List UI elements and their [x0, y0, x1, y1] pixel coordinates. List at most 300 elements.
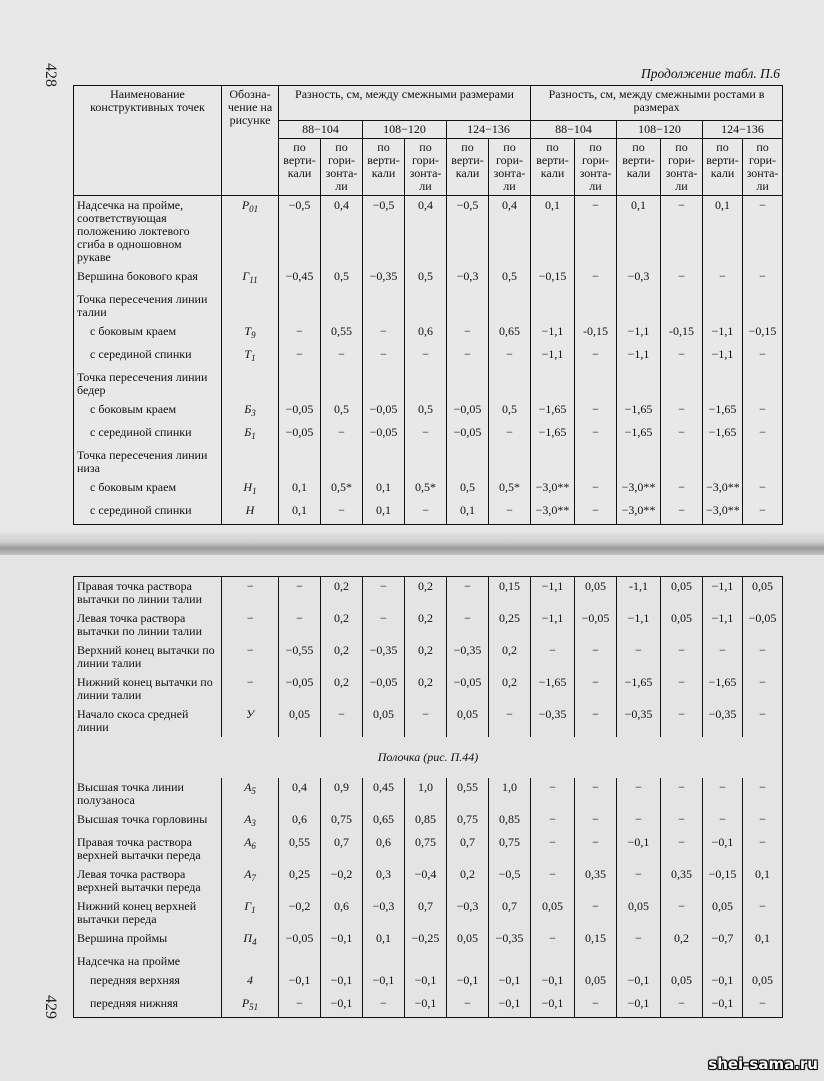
value-cell: − — [661, 641, 703, 673]
point-symbol — [222, 577, 279, 610]
value-cell: −0,15 — [703, 865, 743, 897]
value-cell: −1,1 — [617, 609, 661, 641]
value-cell: 0,05 — [575, 577, 617, 610]
symbol-subscript: 9 — [251, 330, 256, 340]
symbol-letter: P — [241, 198, 250, 212]
point-name: Вершина бокового края — [74, 267, 222, 290]
value-cell: −0,1 — [363, 971, 405, 994]
value-cell: 0,05 — [279, 705, 321, 737]
value-cell: −0,1 — [703, 833, 743, 865]
value-cell: 0,75 — [489, 833, 531, 865]
value-cell: -0,15 — [661, 322, 703, 345]
value-cell: − — [661, 897, 703, 929]
value-cell: − — [743, 400, 783, 423]
value-cell: −1,1 — [703, 322, 743, 345]
table-row — [74, 290, 783, 322]
value-cell: −0,5 — [489, 865, 531, 897]
value-cell: − — [447, 322, 489, 345]
value-cell: − — [617, 641, 661, 673]
value-cell — [531, 952, 575, 971]
value-cell: − — [743, 501, 783, 525]
value-cell — [279, 952, 321, 971]
value-cell: −0,05 — [279, 400, 321, 423]
value-cell: −0,05 — [279, 929, 321, 952]
value-cell: −0,1 — [405, 971, 447, 994]
value-cell: 0,2 — [321, 577, 363, 610]
value-cell: − — [489, 345, 531, 368]
value-cell: −1,1 — [703, 345, 743, 368]
value-cell: 0,45 — [363, 778, 405, 810]
value-cell: −1,65 — [531, 400, 575, 423]
header-symbol: Обозна-чение на рисунке — [222, 86, 279, 196]
header-name: Наименование конструктивных точек — [74, 86, 222, 196]
value-cell: 0,2 — [405, 609, 447, 641]
value-cell — [743, 368, 783, 400]
symbol-subscript: 51 — [249, 1002, 259, 1012]
value-cell: −0,05 — [743, 609, 783, 641]
value-cell: 0,05 — [661, 971, 703, 994]
value-cell: − — [743, 423, 783, 446]
symbol-letter: 4 — [247, 973, 253, 987]
header-range: 124−136 — [447, 121, 531, 139]
table-row — [74, 196, 783, 268]
symbol-letter: T — [244, 324, 252, 338]
value-cell: −0,35 — [489, 929, 531, 952]
value-cell: 0,55 — [279, 833, 321, 865]
header-horizontal: по гори-зонта-ли — [661, 139, 703, 196]
value-cell — [743, 952, 783, 971]
value-cell — [447, 368, 489, 400]
value-cell: −1,1 — [531, 322, 575, 345]
value-cell: −0,05 — [447, 423, 489, 446]
value-cell: 0,2 — [489, 673, 531, 705]
value-cell: 0,1 — [363, 929, 405, 952]
value-cell: − — [363, 994, 405, 1018]
value-cell: −0,35 — [363, 267, 405, 290]
table-row — [74, 778, 783, 810]
value-cell: −3,0** — [703, 501, 743, 525]
value-cell: −0,3 — [617, 267, 661, 290]
value-cell: − — [617, 929, 661, 952]
table-row — [74, 865, 783, 897]
value-cell: 0,1 — [363, 478, 405, 501]
value-cell: 0,6 — [363, 833, 405, 865]
point-symbol — [222, 778, 279, 810]
point-symbol — [222, 196, 279, 268]
table-row — [74, 345, 783, 368]
value-cell: 0,5 — [321, 267, 363, 290]
value-cell: −0,3 — [447, 897, 489, 929]
value-cell: −0,1 — [321, 971, 363, 994]
value-cell: − — [661, 478, 703, 501]
point-symbol — [222, 368, 279, 400]
header-group-heights: Разность, см, между смежными ростами в размерах — [531, 86, 783, 121]
value-cell: 0,75 — [447, 810, 489, 833]
section-title: Полочка (рис. П.44) — [377, 750, 479, 764]
point-symbol — [222, 971, 279, 994]
value-cell: 0,25 — [279, 865, 321, 897]
symbol-subscript: 11 — [249, 275, 258, 285]
value-cell: 0,7 — [321, 833, 363, 865]
symbol-letter: T — [244, 347, 252, 361]
value-cell: − — [531, 641, 575, 673]
value-cell: − — [661, 673, 703, 705]
symbol-subscript: 3 — [251, 408, 256, 418]
symbol-subscript: 1 — [251, 905, 256, 915]
table-row — [74, 322, 783, 345]
header-group-sizes: Разность, см, между смежными размерами — [279, 86, 531, 121]
value-cell: 0,1 — [279, 501, 321, 525]
symbol-letter: − — [245, 579, 255, 593]
value-cell: 0,7 — [405, 897, 447, 929]
value-cell: − — [743, 778, 783, 810]
value-cell: 0,1 — [447, 501, 489, 525]
table-row — [74, 705, 783, 737]
value-cell: 0,25 — [489, 609, 531, 641]
symbol-letter: Б — [244, 425, 252, 439]
value-cell: −0,05 — [363, 400, 405, 423]
value-cell: 0,5* — [321, 478, 363, 501]
value-cell: 0,5 — [489, 400, 531, 423]
value-cell: − — [575, 345, 617, 368]
value-cell: − — [279, 345, 321, 368]
watermark: shei-sama.ru — [708, 1055, 818, 1073]
value-cell — [405, 952, 447, 971]
point-name: Верхний конец вытачки по линии талии — [74, 641, 222, 673]
value-cell: −0,05 — [363, 673, 405, 705]
value-cell — [661, 290, 703, 322]
value-cell: −0,45 — [279, 267, 321, 290]
table-row — [74, 501, 783, 525]
value-cell: − — [617, 778, 661, 810]
value-cell: − — [661, 810, 703, 833]
value-cell: − — [531, 929, 575, 952]
value-cell: 0,5 — [405, 267, 447, 290]
point-symbol — [222, 705, 279, 737]
value-cell: − — [279, 322, 321, 345]
value-cell: − — [363, 345, 405, 368]
value-cell: 0,1 — [743, 865, 783, 897]
header-horizontal: по гори-зонта-ли — [575, 139, 617, 196]
point-symbol — [222, 345, 279, 368]
value-cell — [531, 446, 575, 478]
value-cell: −1,1 — [617, 345, 661, 368]
value-cell — [447, 446, 489, 478]
value-cell: 0,4 — [321, 196, 363, 268]
value-cell: −0,15 — [531, 267, 575, 290]
value-cell: −0,1 — [617, 833, 661, 865]
value-cell: 0,05 — [703, 897, 743, 929]
value-cell: 0,7 — [489, 897, 531, 929]
value-cell — [405, 446, 447, 478]
value-cell: − — [575, 897, 617, 929]
value-cell: 0,15 — [489, 577, 531, 610]
value-cell: − — [363, 322, 405, 345]
value-cell: − — [447, 609, 489, 641]
point-name: с серединой спинки — [74, 423, 222, 446]
table-row — [74, 897, 783, 929]
value-cell: − — [575, 501, 617, 525]
point-name: Точка пересечения линии бедер — [74, 368, 222, 400]
page-number-bottom: 429 — [42, 995, 59, 1019]
symbol-letter: − — [245, 611, 255, 625]
value-cell: − — [703, 641, 743, 673]
point-symbol — [222, 994, 279, 1018]
value-cell: 0,1 — [703, 196, 743, 268]
header-horizontal: по гори-зонта-ли — [321, 139, 363, 196]
value-cell: −3,0** — [617, 501, 661, 525]
point-symbol — [222, 865, 279, 897]
point-symbol — [222, 501, 279, 525]
value-cell — [363, 952, 405, 971]
value-cell: − — [575, 705, 617, 737]
point-symbol — [222, 833, 279, 865]
point-name: Вершина проймы — [74, 929, 222, 952]
value-cell: −0,05 — [279, 423, 321, 446]
value-cell: 0,05 — [661, 577, 703, 610]
header-range: 88−104 — [279, 121, 363, 139]
value-cell: − — [363, 577, 405, 610]
value-cell: −1,65 — [531, 673, 575, 705]
value-cell — [617, 952, 661, 971]
value-cell: − — [575, 196, 617, 268]
value-cell: − — [575, 641, 617, 673]
value-cell — [321, 368, 363, 400]
value-cell: 0,85 — [489, 810, 531, 833]
value-cell: −0,3 — [447, 267, 489, 290]
value-cell: −0,1 — [321, 994, 363, 1018]
symbol-letter: Б — [244, 402, 252, 416]
value-cell: 0,05 — [575, 971, 617, 994]
point-symbol — [222, 609, 279, 641]
table-row — [74, 478, 783, 501]
value-cell: −0,5 — [279, 196, 321, 268]
value-cell: −1,1 — [531, 609, 575, 641]
point-symbol — [222, 290, 279, 322]
value-cell: 0,1 — [617, 196, 661, 268]
value-cell: −0,1 — [703, 971, 743, 994]
value-cell — [363, 446, 405, 478]
value-cell: − — [661, 705, 703, 737]
value-cell: 0,1 — [363, 501, 405, 525]
point-name: Точка пересечения линии низа — [74, 446, 222, 478]
point-symbol — [222, 897, 279, 929]
point-name: с боковым краем — [74, 322, 222, 345]
point-name: с боковым краем — [74, 400, 222, 423]
value-cell: −0,35 — [363, 641, 405, 673]
value-cell: −1,65 — [703, 400, 743, 423]
point-name: Левая точка раствора вытачки по линии талии — [74, 609, 222, 641]
value-cell: −1,1 — [703, 609, 743, 641]
value-cell: −1,65 — [703, 673, 743, 705]
value-cell: −3,0** — [531, 478, 575, 501]
value-cell: 0,5* — [489, 478, 531, 501]
value-cell: 0,05 — [363, 705, 405, 737]
symbol-letter: Н — [245, 503, 255, 517]
value-cell: 0,65 — [489, 322, 531, 345]
value-cell: −0,3 — [363, 897, 405, 929]
table-row — [74, 423, 783, 446]
value-cell: −1,1 — [617, 322, 661, 345]
value-cell: 0,05 — [743, 971, 783, 994]
value-cell — [743, 446, 783, 478]
symbol-subscript: 4 — [252, 937, 257, 947]
value-cell: −0,1 — [489, 994, 531, 1018]
value-cell: −0,1 — [489, 971, 531, 994]
value-cell: − — [661, 778, 703, 810]
header-horizontal: по гори-зонта-ли — [405, 139, 447, 196]
value-cell: −1,65 — [703, 423, 743, 446]
table-row — [74, 400, 783, 423]
value-cell: 0,2 — [321, 673, 363, 705]
table-row — [74, 673, 783, 705]
value-cell: −0,35 — [617, 705, 661, 737]
value-cell: −0,4 — [405, 865, 447, 897]
value-cell: 0,35 — [575, 865, 617, 897]
header-horizontal: по гори-зонта-ли — [743, 139, 783, 196]
point-symbol — [222, 267, 279, 290]
symbol-letter: Г — [242, 269, 250, 283]
value-cell — [661, 446, 703, 478]
value-cell — [489, 446, 531, 478]
value-cell: − — [489, 705, 531, 737]
value-cell: 0,1 — [279, 478, 321, 501]
value-cell: 0,5* — [405, 478, 447, 501]
value-cell: − — [489, 423, 531, 446]
value-cell: − — [703, 778, 743, 810]
value-cell: − — [575, 994, 617, 1018]
value-cell: 0,15 — [575, 929, 617, 952]
value-cell — [279, 290, 321, 322]
point-name: Начало скоса средней линии — [74, 705, 222, 737]
value-cell: −0,15 — [743, 322, 783, 345]
point-name: Точка пересечения линии талии — [74, 290, 222, 322]
value-cell: − — [489, 501, 531, 525]
symbol-subscript: 3 — [251, 818, 256, 828]
point-name: Высшая точка горловины — [74, 810, 222, 833]
table-row — [74, 446, 783, 478]
value-cell — [661, 952, 703, 971]
symbol-subscript: 1 — [251, 353, 256, 363]
symbol-subscript: 1 — [252, 486, 257, 496]
value-cell: 0,05 — [617, 897, 661, 929]
table-row — [74, 577, 783, 610]
table-top — [73, 85, 783, 525]
point-symbol — [222, 322, 279, 345]
value-cell: 0,6 — [405, 322, 447, 345]
symbol-letter: − — [245, 675, 255, 689]
value-cell: −0,1 — [531, 971, 575, 994]
value-cell: −0,7 — [703, 929, 743, 952]
value-cell: −0,1 — [279, 971, 321, 994]
value-cell: − — [447, 345, 489, 368]
value-cell: 0,7 — [447, 833, 489, 865]
header-vertical: по верти-кали — [531, 139, 575, 196]
value-cell: 0,35 — [661, 865, 703, 897]
value-cell: − — [743, 641, 783, 673]
value-cell — [321, 290, 363, 322]
symbol-letter: − — [245, 643, 255, 657]
value-cell: − — [617, 810, 661, 833]
header-range: 124−136 — [703, 121, 783, 139]
value-cell: − — [661, 196, 703, 268]
point-name: с серединой спинки — [74, 501, 222, 525]
value-cell: − — [405, 345, 447, 368]
point-name: Нижний конец вытачки по линии талии — [74, 673, 222, 705]
value-cell — [617, 368, 661, 400]
header-vertical: по верти-кали — [363, 139, 405, 196]
value-cell — [575, 368, 617, 400]
value-cell: 0,6 — [321, 897, 363, 929]
point-symbol — [222, 810, 279, 833]
header-horizontal: по гори-зонта-ли — [489, 139, 531, 196]
value-cell: − — [661, 423, 703, 446]
value-cell — [405, 368, 447, 400]
value-cell: −0,1 — [321, 929, 363, 952]
symbol-subscript: 01 — [249, 204, 259, 214]
value-cell — [279, 446, 321, 478]
value-cell: 0,2 — [321, 641, 363, 673]
value-cell: 0,05 — [531, 897, 575, 929]
value-cell: 0,5 — [489, 267, 531, 290]
point-symbol — [222, 673, 279, 705]
symbol-letter: A — [244, 835, 252, 849]
value-cell: − — [743, 810, 783, 833]
value-cell: 0,05 — [661, 609, 703, 641]
value-cell: −0,05 — [447, 400, 489, 423]
value-cell: −1,65 — [617, 673, 661, 705]
value-cell: − — [279, 609, 321, 641]
value-cell: − — [531, 778, 575, 810]
value-cell: −0,35 — [703, 705, 743, 737]
value-cell — [617, 446, 661, 478]
value-cell: −0,1 — [447, 971, 489, 994]
point-symbol — [222, 952, 279, 971]
table-bottom — [73, 576, 783, 1018]
table-row — [74, 810, 783, 833]
value-cell: −0,35 — [531, 705, 575, 737]
value-cell: − — [575, 400, 617, 423]
value-cell: −0,5 — [363, 196, 405, 268]
value-cell: − — [321, 345, 363, 368]
value-cell: 0,2 — [321, 609, 363, 641]
value-cell: − — [405, 705, 447, 737]
value-cell — [703, 368, 743, 400]
value-cell — [321, 952, 363, 971]
point-name: с серединой спинки — [74, 345, 222, 368]
value-cell: −0,05 — [447, 673, 489, 705]
value-cell — [531, 368, 575, 400]
value-cell: 0,5 — [447, 478, 489, 501]
value-cell: 0,85 — [405, 810, 447, 833]
value-cell: − — [575, 833, 617, 865]
table-row — [74, 609, 783, 641]
value-cell: − — [531, 833, 575, 865]
value-cell: − — [743, 705, 783, 737]
value-cell: − — [279, 994, 321, 1018]
point-name: Надсечка на пройме, соответствующая положению локтевого сгиба в одношовном рукаве — [74, 196, 222, 268]
value-cell: −1,65 — [617, 400, 661, 423]
value-cell — [489, 368, 531, 400]
value-cell — [617, 290, 661, 322]
value-cell: 0,4 — [405, 196, 447, 268]
table-row — [74, 971, 783, 994]
table-row — [74, 994, 783, 1018]
value-cell: − — [743, 267, 783, 290]
value-cell: 0,55 — [321, 322, 363, 345]
value-cell — [279, 368, 321, 400]
value-cell — [405, 290, 447, 322]
